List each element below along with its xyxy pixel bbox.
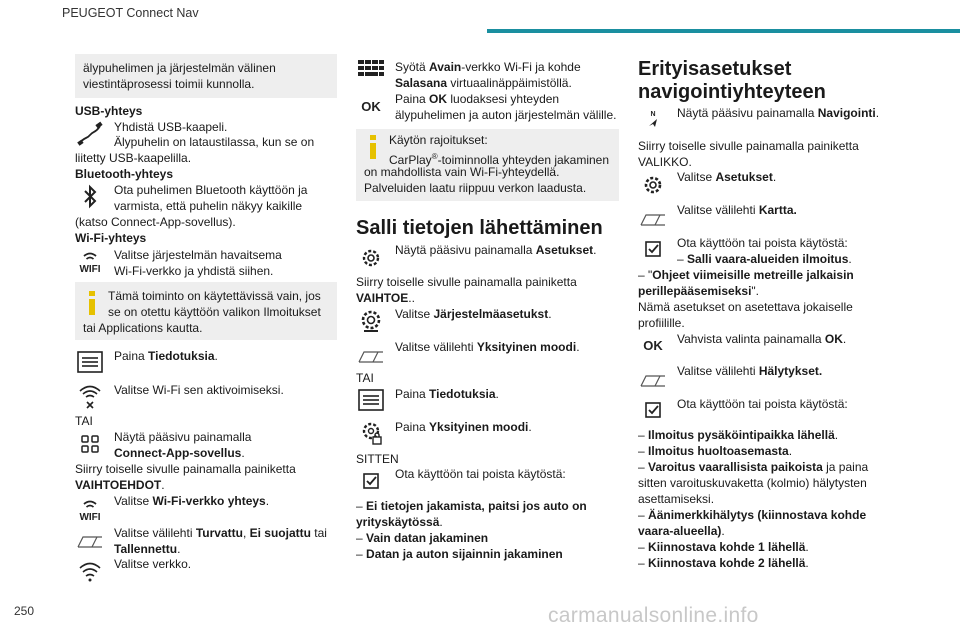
info-line: Palveluiden laatu riippuu verkon laadusta. — [364, 181, 587, 195]
settings-gear-icon[interactable] — [638, 170, 668, 200]
step-text: Ota käyttöön tai poista käytöstä: — [677, 397, 848, 411]
step-text: Syötä Avain-verkko Wi-Fi ja kohde — [395, 60, 581, 74]
private-mode-icon[interactable] — [356, 418, 386, 448]
usb-text: Älypuhelin on lataustilassa, kun se on — [114, 135, 315, 149]
step-text: VALIKKO. — [638, 155, 692, 169]
section-title-wifi: Wi-Fi-yhteys — [75, 231, 147, 245]
bt-text: varmista, että puhelin näkyy kaikille — [114, 199, 303, 213]
section-heading: navigointiyhteyteen — [638, 81, 826, 103]
apps-grid-icon[interactable] — [75, 429, 105, 459]
svg-text:WIFI: WIFI — [79, 264, 101, 275]
step-text: Ota käyttöön tai poista käytöstä: — [395, 467, 566, 481]
step-text: profiilille. — [638, 316, 685, 330]
wifi-icon[interactable] — [75, 555, 105, 585]
list-item: – "Ohjeet viimeisille metreille jalkaisin — [638, 268, 854, 282]
or-label: TAI — [75, 414, 93, 428]
step-text: Valitse välilehti Turvattu, Ei suojattu tai — [114, 526, 327, 540]
svg-text:WIFI: WIFI — [79, 512, 101, 523]
section-title-usb: USB-yhteys — [75, 104, 143, 118]
list-item: – Varoitus vaarallisista paikoista ja paina — [638, 460, 869, 474]
info-box — [356, 129, 619, 201]
step-text: Siirry toiselle sivulle painamalla painiketta — [75, 462, 296, 476]
wifi-text: Valitse järjestelmän havaitsema — [114, 248, 282, 262]
info-line: on mahdollista vain Wi-Fi-yhteydellä. — [364, 165, 560, 179]
watermark: carmanualsonline.info — [548, 604, 759, 627]
note-box — [75, 54, 337, 98]
step-text: Valitse Asetukset. — [677, 170, 777, 184]
step-text: Salasana virtuaalinäppäimistöllä. — [395, 76, 572, 90]
settings-gear-icon[interactable] — [356, 243, 386, 273]
step-text: Valitse Järjestelmäasetukst. — [395, 307, 552, 321]
step-text: VAIHTOE.. — [356, 291, 415, 305]
section-heading: Erityisasetukset — [638, 58, 792, 80]
step-text: Näytä pääsivu painamalla — [114, 430, 252, 444]
list-item: yrityskäytössä. — [356, 515, 443, 529]
step-text: Valitse verkko. — [114, 557, 192, 571]
header-accent-bar — [487, 29, 960, 33]
info-line: Käytön rajoitukset: — [389, 133, 488, 147]
list-item: sitten varoituskuvaketta (kolmio) hälytysten — [638, 476, 867, 490]
step-text: Valitse Wi-Fi sen aktivoimiseksi. — [114, 383, 284, 397]
svg-text:OK: OK — [643, 338, 663, 353]
svg-text:N: N — [650, 111, 656, 118]
step-text: Näytä pääsivu painamalla Navigointi. — [677, 106, 880, 120]
checkbox-icon[interactable] — [638, 395, 668, 425]
or-label: TAI — [356, 371, 374, 385]
info-line: CarPlay®-toiminnolla yhteyden jakaminen — [389, 152, 610, 167]
note-line: viestintäprosessi toimii kunnolla. — [83, 77, 255, 91]
list-item: – Ilmoitus pysäköintipaikka lähellä. — [638, 428, 839, 442]
step-text: Siirry toiselle sivulle painamalla painiketta — [638, 139, 859, 153]
list-item: – Äänimerkkihälytys (kiinnostava kohde — [638, 508, 867, 522]
step-text: Ota käyttöön tai poista käytöstä: — [677, 236, 848, 250]
step-text: Vahvista valinta painamalla OK. — [677, 332, 847, 346]
wifi-text-icon[interactable] — [75, 494, 105, 524]
keyboard-icon[interactable] — [356, 54, 386, 84]
notifications-list-icon[interactable] — [75, 347, 105, 377]
step-text: Nämä asetukset on asetettava jokaiselle — [638, 300, 853, 314]
note-line: älypuhelimen ja järjestelmän välinen — [83, 61, 276, 75]
wifi-text: Wi-Fi-verkko ja yhdistä siihen. — [114, 264, 274, 278]
wifi-text-icon — [75, 246, 105, 276]
info-icon — [369, 135, 377, 159]
list-item: – Ei tietojen jakamista, paitsi jos auto on — [356, 499, 587, 513]
svg-text:OK: OK — [361, 99, 381, 114]
info-box — [75, 282, 337, 340]
info-icon — [88, 291, 96, 315]
step-text: Valitse välilehti Kartta. — [677, 203, 797, 217]
bt-text: (katso Connect-App-sovellus). — [75, 215, 236, 229]
bt-text: Ota puhelimen Bluetooth käyttöön ja — [114, 183, 308, 197]
usb-cable-icon — [75, 119, 105, 149]
tab-switch-icon[interactable] — [356, 338, 386, 368]
list-item: perillepääsemiseksi". — [638, 284, 760, 298]
info-line: se on otettu käyttöön valikon Ilmoitukset — [108, 305, 321, 319]
step-text: Paina Yksityinen moodi. — [395, 420, 532, 434]
section-title-bluetooth: Bluetooth-yhteys — [75, 167, 174, 181]
wifi-off-icon[interactable] — [75, 380, 105, 410]
tab-switch-icon[interactable] — [638, 201, 668, 231]
usb-text: liitetty USB-kaapelilla. — [75, 151, 192, 165]
step-text: Paina OK luodaksesi yhteyden — [395, 92, 560, 106]
list-item: – Kiinnostava kohde 2 lähellä. — [638, 556, 809, 570]
step-text: Tallennettu. — [114, 542, 181, 556]
list-item: – Datan ja auton sijainnin jakaminen — [356, 547, 563, 561]
system-settings-icon[interactable] — [356, 306, 386, 336]
step-text: Valitse Wi-Fi-verkko yhteys. — [114, 494, 270, 508]
notifications-list-icon[interactable] — [356, 385, 386, 415]
step-text: Paina Tiedotuksia. — [395, 387, 499, 401]
step-text: Connect-App-sovellus. — [114, 446, 245, 460]
ok-button-icon[interactable] — [638, 330, 668, 360]
checkbox-icon[interactable] — [356, 466, 386, 496]
list-item: – Vain datan jakaminen — [356, 531, 489, 545]
checkbox-icon[interactable] — [638, 234, 668, 264]
page-number: 250 — [14, 604, 35, 618]
step-text: älypuhelimen ja auton järjestelmän välille. — [395, 108, 617, 122]
tab-switch-icon[interactable] — [75, 523, 105, 553]
step-text: Valitse välilehti Yksityinen moodi. — [395, 340, 580, 354]
list-item: vaara-alueella). — [638, 524, 725, 538]
info-line: Tämä toiminto on käytettävissä vain, jos — [108, 289, 321, 303]
list-item: – Kiinnostava kohde 1 lähellä. — [638, 540, 809, 554]
navigation-compass-icon[interactable] — [638, 104, 668, 134]
list-item: asettamiseksi. — [638, 492, 715, 506]
step-text: Siirry toiselle sivulle painamalla painiketta — [356, 275, 577, 289]
step-text: Paina Tiedotuksia. — [114, 349, 218, 363]
info-line: tai Applications kautta. — [83, 321, 203, 335]
then-label: SITTEN — [356, 452, 399, 466]
usb-text: Yhdistä USB-kaapeli. — [114, 120, 228, 134]
section-heading: Salli tietojen lähettäminen — [356, 217, 603, 239]
step-text: Näytä pääsivu painamalla Asetukset. — [395, 243, 597, 257]
tab-switch-icon[interactable] — [638, 362, 668, 392]
step-text: VAIHTOEHDOT. — [75, 478, 165, 492]
running-header: PEUGEOT Connect Nav — [62, 6, 199, 20]
bluetooth-icon — [75, 182, 105, 212]
ok-button-icon[interactable] — [356, 91, 386, 121]
list-item: – Salli vaara-alueiden ilmoitus. — [677, 252, 852, 266]
list-item: – Ilmoitus huoltoasemasta. — [638, 444, 793, 458]
step-text: Valitse välilehti Hälytykset. — [677, 364, 823, 378]
